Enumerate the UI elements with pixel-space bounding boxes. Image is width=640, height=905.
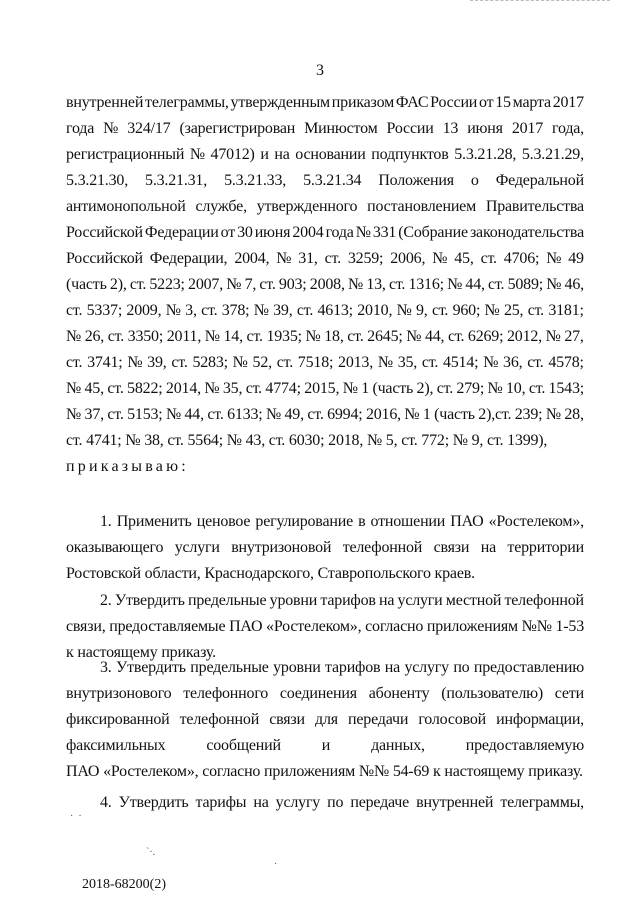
word: ст. <box>488 276 505 293</box>
item-3-paragraph <box>66 655 584 785</box>
word: предоставлению <box>473 659 584 676</box>
word: информации, <box>496 711 584 728</box>
word: 2),ст. <box>478 406 512 423</box>
word: и <box>321 737 331 754</box>
word: 2013, <box>338 354 374 371</box>
word: 5.3.21.28, <box>454 146 517 163</box>
text-line: Ростовской области, Краснодарского, Ставропольского краев. <box>66 565 475 582</box>
word: соединения <box>279 685 357 702</box>
word: ст. <box>431 302 449 319</box>
word: внутризоновой <box>231 539 332 556</box>
word: № <box>348 276 364 293</box>
word: 378; <box>221 302 250 319</box>
word: постановлением <box>367 198 477 215</box>
word: 49 <box>568 250 584 267</box>
word: 1 <box>361 380 370 397</box>
word: 9, <box>416 302 428 319</box>
word: 39, <box>273 302 293 319</box>
word: на <box>274 146 290 163</box>
word: 6269; <box>467 328 504 345</box>
word: 2006, <box>390 250 426 267</box>
word: 3741; <box>87 354 123 371</box>
word: 4706; <box>503 250 540 267</box>
word: 2), <box>416 380 434 397</box>
word: 6133; <box>227 406 263 423</box>
text-line <box>66 376 584 402</box>
word: данных, <box>371 737 425 754</box>
word: уровни <box>269 592 318 609</box>
word: 4578; <box>548 354 584 371</box>
word: Применить <box>116 513 192 530</box>
word: № <box>66 328 82 345</box>
word: на <box>480 539 496 556</box>
word: 7, <box>244 276 257 293</box>
word: (часть <box>66 276 107 293</box>
word: оказывающего <box>66 539 164 556</box>
preamble-paragraph <box>66 90 584 480</box>
word: ст. <box>246 328 263 345</box>
word: предоставляемые <box>109 618 226 635</box>
word: ст. <box>296 302 314 319</box>
word: № <box>483 354 499 371</box>
word: 4514; <box>442 354 479 371</box>
word: 2017 <box>552 94 584 111</box>
word: по <box>327 794 344 811</box>
word: 45, <box>454 250 474 267</box>
word: 2), <box>109 276 127 293</box>
order-word: приказываю: <box>66 458 189 475</box>
text-line: к настоящему приказу. <box>66 644 216 661</box>
word: 1 <box>422 406 431 423</box>
word: 5153; <box>127 406 163 423</box>
word: ст. <box>66 302 83 319</box>
word: и <box>260 146 269 163</box>
word: ст. <box>324 250 341 267</box>
word: услугу <box>404 659 449 676</box>
text-line <box>66 350 584 376</box>
word: № <box>355 224 371 241</box>
word: приказом <box>331 94 395 111</box>
word: утвержденным <box>230 94 330 111</box>
word: ст. <box>129 276 147 293</box>
word: предоставляемую <box>465 737 584 754</box>
word: 37, <box>84 406 104 423</box>
word: от <box>220 224 236 241</box>
word: 1935; <box>266 328 302 345</box>
word: передачи <box>348 711 409 728</box>
word: утвержденного <box>256 198 358 215</box>
word: 7518; <box>297 354 334 371</box>
word: ст. <box>347 328 364 345</box>
word: отношении <box>370 513 446 530</box>
word: № <box>432 250 448 267</box>
word: 2009, <box>126 302 162 319</box>
word: по <box>453 659 470 676</box>
word: № <box>546 250 562 267</box>
word: регулирование <box>255 513 353 530</box>
word: 28, <box>564 406 584 423</box>
word: ст. <box>388 276 406 293</box>
word: 4613; <box>317 302 353 319</box>
word: 15 <box>495 94 511 111</box>
word: № <box>253 302 269 319</box>
word: Положения <box>378 172 454 189</box>
text-line <box>66 90 584 116</box>
word: 5.3.21.30, <box>66 172 129 189</box>
text-line <box>66 220 584 246</box>
word: на <box>384 659 401 676</box>
word: 2010, <box>357 302 393 319</box>
word: 331 <box>372 224 397 241</box>
document-code: 2018-68200(2) <box>82 877 166 892</box>
word: территории <box>507 539 584 556</box>
word: 2004 <box>292 224 324 241</box>
word: № <box>103 120 119 137</box>
scan-edge-marks <box>470 0 610 4</box>
word: № <box>447 276 463 293</box>
text-line <box>66 142 584 168</box>
word: Российской <box>66 250 143 267</box>
word: фиксированной <box>66 711 170 728</box>
word: № <box>484 302 500 319</box>
word: ст. <box>207 406 224 423</box>
word: № <box>189 146 205 163</box>
word: Российской <box>66 224 143 241</box>
word: 2012, <box>506 328 542 345</box>
word: № <box>66 380 82 397</box>
text-line <box>66 402 584 428</box>
word: ст. <box>201 302 218 319</box>
text-line <box>66 535 584 561</box>
word: регистрационный <box>66 146 185 163</box>
word: № <box>546 276 562 293</box>
word: Утвердить <box>116 659 186 676</box>
word: ПАО <box>229 618 263 635</box>
word: ФАС <box>395 94 429 111</box>
word: №№ <box>521 618 552 635</box>
word: года, <box>552 120 584 137</box>
word: № <box>165 302 181 319</box>
word: 2007, <box>188 276 224 293</box>
word: 10, <box>506 380 526 397</box>
text-line: ПАО «Ростелеком», согласно приложениям №№ 54-69 к настоящему приказу. <box>66 763 583 780</box>
word: 1-53 <box>555 618 584 635</box>
text-line <box>66 614 584 640</box>
text-line <box>66 681 584 707</box>
word: телефонного <box>183 685 269 702</box>
word: ст. <box>527 354 544 371</box>
word: 5283; <box>192 354 228 371</box>
word: 35, <box>397 354 418 371</box>
word: 4774; <box>265 380 301 397</box>
word: 2017 <box>511 120 544 137</box>
text-line <box>66 168 584 194</box>
word: 903; <box>278 276 307 293</box>
text-line <box>66 655 584 681</box>
word: № <box>204 328 220 345</box>
word: 5337; <box>86 302 123 319</box>
item-4-paragraph <box>66 790 584 816</box>
word: в <box>358 513 366 530</box>
word: ст. <box>276 354 294 371</box>
text-line <box>66 246 584 272</box>
word: внутризонового <box>66 685 172 702</box>
text-line <box>66 116 584 142</box>
word: № <box>305 328 321 345</box>
word: 49, <box>284 406 304 423</box>
word: марта <box>512 94 551 111</box>
word: предельные <box>187 592 267 609</box>
word: 27, <box>564 328 584 345</box>
word: 3. <box>100 659 112 676</box>
word: уровни <box>273 659 321 676</box>
word: 26, <box>84 328 105 345</box>
word: 5.3.21.31, <box>145 172 208 189</box>
word: ценовое <box>196 513 251 530</box>
word: передаче <box>350 794 410 811</box>
text-line <box>66 298 584 324</box>
word: факсимильных <box>66 737 166 754</box>
word: 2004, <box>234 250 270 267</box>
word: 5223; <box>149 276 185 293</box>
word: 5.3.21.29, <box>521 146 584 163</box>
word: (часть <box>434 406 475 423</box>
page-number: 3 <box>316 62 324 79</box>
word: «Ростелеком», <box>266 618 362 635</box>
word: 1316; <box>408 276 444 293</box>
word: тарифов <box>325 659 381 676</box>
word: 5822; <box>127 380 163 397</box>
word: ст. <box>107 406 124 423</box>
word: 44, <box>424 328 445 345</box>
word: 44, <box>184 406 204 423</box>
word: 14, <box>223 328 243 345</box>
word: 3181; <box>548 302 584 319</box>
word: ст. <box>480 250 497 267</box>
word: 18, <box>324 328 344 345</box>
word: на <box>379 592 395 609</box>
word: тарифы <box>195 794 247 811</box>
word: ст. <box>447 328 465 345</box>
word: ст. <box>107 328 125 345</box>
word: № <box>487 380 503 397</box>
word: согласно <box>365 618 424 635</box>
word: России <box>430 94 478 111</box>
word: № <box>232 354 248 371</box>
word: 39, <box>147 354 167 371</box>
word: 46, <box>564 276 584 293</box>
text-line <box>66 707 584 733</box>
word: 5089; <box>507 276 544 293</box>
word: 5.3.21.33, <box>224 172 287 189</box>
word: 3350; <box>127 328 164 345</box>
word: телеграммы, <box>500 794 584 811</box>
word: года <box>325 224 354 241</box>
word: Утвердить <box>118 794 189 811</box>
word: Федерации, <box>149 250 228 267</box>
text-line: ст. 4741; № 38, ст. 5564; № 43, ст. 6030; 2018, № 5, ст. 772; № 9, ст. 1399), <box>66 432 548 449</box>
word: «Ростелеком», <box>488 513 584 530</box>
text-line <box>66 272 584 298</box>
word: 44, <box>465 276 485 293</box>
word: службе, <box>195 198 247 215</box>
word: года <box>66 120 95 137</box>
word: от <box>479 94 494 111</box>
word: № <box>204 380 220 397</box>
word: ст. <box>528 380 546 397</box>
word: 45, <box>84 380 104 397</box>
word: (Собрание <box>398 224 468 241</box>
text-line <box>66 324 584 350</box>
word: ст. <box>107 380 124 397</box>
word: 25, <box>503 302 524 319</box>
word: июня <box>254 224 291 241</box>
word: 2011, <box>166 328 202 345</box>
word: (пользователю) <box>441 685 543 702</box>
word: № <box>377 354 393 371</box>
word: 2015, <box>304 380 340 397</box>
word: 2645; <box>367 328 403 345</box>
word: 2016, <box>365 406 401 423</box>
word: для <box>315 711 338 728</box>
word: 1543; <box>548 380 584 397</box>
word: услуги <box>397 592 443 609</box>
word: ст. <box>245 380 262 397</box>
word: подпунктов <box>371 146 449 163</box>
word: законодательства <box>469 224 584 241</box>
word: телеграммы, <box>145 94 229 111</box>
word: июня <box>467 120 503 137</box>
word: 960; <box>452 302 481 319</box>
word: № <box>396 302 412 319</box>
word: 30 <box>237 224 253 241</box>
word: 13 <box>442 120 459 137</box>
word: 4. <box>100 794 112 811</box>
word: Правительства <box>485 198 584 215</box>
word: о <box>470 172 479 189</box>
word: (часть <box>372 380 414 397</box>
word: 2008, <box>309 276 345 293</box>
word: абоненту <box>368 685 430 702</box>
scan-speck: · · <box>70 811 82 822</box>
text-line <box>66 733 584 759</box>
word: Федерации <box>144 224 219 241</box>
word: № <box>342 380 358 397</box>
word: 36, <box>503 354 523 371</box>
word: № <box>406 328 422 345</box>
text-line <box>66 790 584 816</box>
word: 47012) <box>210 146 255 163</box>
scan-speck: · <box>274 859 278 870</box>
word: антимонопольной <box>66 198 186 215</box>
word: № <box>265 406 282 423</box>
word: ст. <box>66 354 83 371</box>
word: 239; <box>514 406 543 423</box>
word: № <box>66 406 82 423</box>
word: связи <box>433 539 470 556</box>
word: 1. <box>100 513 112 530</box>
word: предельные <box>190 659 269 676</box>
item-1-paragraph <box>66 509 584 587</box>
word: 31, <box>298 250 318 267</box>
word: № <box>127 354 143 371</box>
word: 35, <box>222 380 243 397</box>
word: сети <box>554 685 584 702</box>
word: 5.3.21.34 <box>303 172 362 189</box>
word: 279; <box>456 380 485 397</box>
word: (зарегистрирован <box>179 120 296 137</box>
word: ст. <box>421 354 439 371</box>
word: внутренней <box>66 94 144 111</box>
word: местной <box>445 592 502 609</box>
word: № <box>276 250 292 267</box>
word: на <box>253 794 269 811</box>
word: 2014, <box>165 380 201 397</box>
word: телефонной <box>179 711 260 728</box>
word: ст. <box>527 302 544 319</box>
word: 6994; <box>327 406 363 423</box>
word: услуги <box>174 539 220 556</box>
word: основании <box>295 146 366 163</box>
word: № <box>545 328 561 345</box>
word: ст. <box>307 406 324 423</box>
word: внутренней <box>416 794 494 811</box>
word: телефонной <box>504 592 584 609</box>
word: услугу <box>275 794 321 811</box>
word: 3259; <box>347 250 384 267</box>
word: тарифов <box>320 592 376 609</box>
word: № <box>545 406 561 423</box>
word: приложениям <box>426 618 518 635</box>
word: Утвердить <box>114 592 185 609</box>
word: № <box>404 406 420 423</box>
word: 2. <box>100 592 112 609</box>
word: 324/17 <box>127 120 171 137</box>
word: телефонной <box>342 539 423 556</box>
word: 3, <box>185 302 197 319</box>
word: Минюстом <box>304 120 378 137</box>
word: ст. <box>259 276 276 293</box>
word: 13, <box>366 276 386 293</box>
word: ст. <box>171 354 188 371</box>
word: № <box>165 406 182 423</box>
word: Федеральной <box>495 172 584 189</box>
text-line <box>66 509 584 535</box>
word: 52, <box>252 354 272 371</box>
text-line <box>66 588 584 614</box>
scan-speck: `·. <box>146 847 156 858</box>
word: ст. <box>436 380 453 397</box>
word: № <box>226 276 242 293</box>
text-line <box>66 194 584 220</box>
word: голосовой <box>418 711 486 728</box>
word: связи, <box>66 618 106 635</box>
word: ПАО <box>450 513 484 530</box>
word: связи <box>269 711 305 728</box>
word: сообщений <box>206 737 281 754</box>
word: России <box>386 120 434 137</box>
